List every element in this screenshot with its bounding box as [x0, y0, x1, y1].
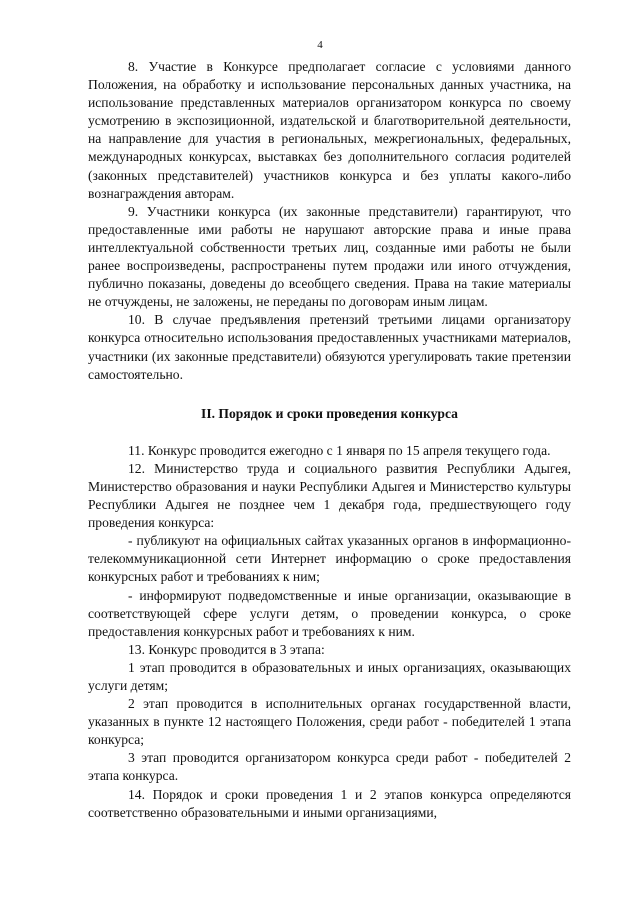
paragraph-14: 14. Порядок и сроки проведения 1 и 2 этапов конкурса определяются соответственно образовательными и иными организациями, [88, 786, 571, 820]
stage-1: 1 этап проводится в образовательных и иных организациях, оказывающих услуги детям; [88, 659, 571, 693]
list-item-inform: - информируют подведомственные и иные организации, оказывающие в соответствующей сфере услуги детям, о проведении конкурса, о сроке предоставления конкурсных работ и требованиях к ним. [88, 587, 571, 639]
page-number: 4 [317, 39, 323, 51]
list-item-publish: - публикуют на официальных сайтах указанных органов в информационно-телекоммуникационной сети Интернет информацию о сроке предоставления конкурсных работ и требованиях к ним; [88, 533, 571, 585]
document-body [88, 58, 571, 822]
paragraph-11: 11. Конкурс проводится ежегодно с 1 января по 15 апреля текущего года. [128, 442, 551, 458]
paragraph-9: 9. Участники конкурса (их законные представители) гарантируют, что предоставленные ими работы не нарушают авторские права и иные права интеллектуальной собственности третьих лиц, созданные ими работы не были ранее воспроизведены, распространены путем продажи или иного отчуждения, публично показаны, доведены до всеобщего сведения. Права на такие материалы не отчуждены, не заложены, не переданы по договорам иным лицам. [88, 203, 571, 310]
paragraph-13: 13. Конкурс проводится в 3 этапа: [128, 641, 325, 657]
stage-3: 3 этап проводится организатором конкурса среди работ - победителей 2 этапа конкурса. [88, 750, 571, 784]
paragraph-12: 12. Министерство труда и социального развития Республики Адыгея, Министерство образования и науки Республики Адыгея и Министерство культуры Республики Адыгея не позднее чем 1 декабря года, предшествующего году проведения конкурса: [88, 460, 571, 531]
paragraph-8: 8. Участие в Конкурсе предполагает согласие с условиями данного Положения, на обработку и использование персональных данных участника, на использование представленных материалов организатором конкурса по своему усмотрению в экспозиционной, издательской и благотворительной деятельности, на направление для участия в региональных, межрегиональных, федеральных, международных конкурсах, выставках без дополнительного согласия родителей (законных представителей) участников конкурса и без уплаты какого-либо вознаграждения авторам. [88, 59, 571, 201]
stage-2: 2 этап проводится в исполнительных органах государственной власти, указанных в пункте 12 настоящего Положения, среди работ - победителей 1 этапа конкурса; [88, 696, 571, 748]
paragraph-10: 10. В случае предъявления претензий третьими лицами организатору конкурса относительно использования предоставленных участниками материалов, участники (их законные представители) обязуются урегулировать такие претензии самостоятельно. [88, 312, 571, 382]
section-title: II. Порядок и сроки проведения конкурса [201, 405, 458, 421]
